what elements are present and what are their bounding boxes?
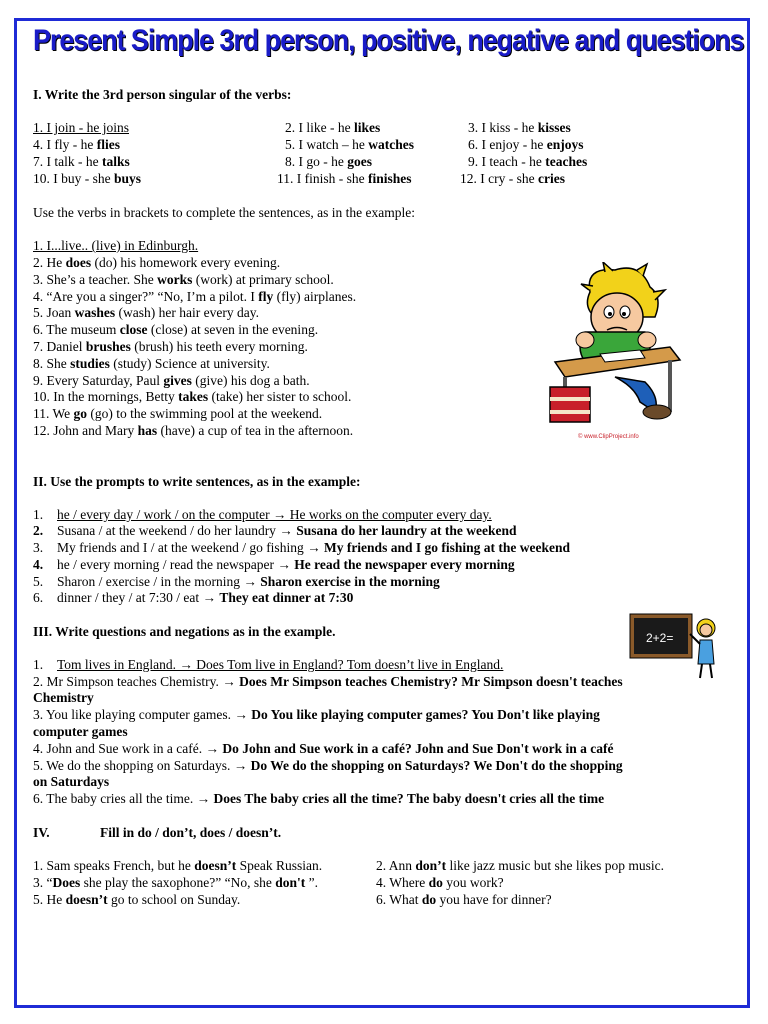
sentence-3: 3. She’s a teacher. She works (work) at primary school. — [33, 272, 334, 287]
section-2-heading: II. Use the prompts to write sentences, as in the example: — [33, 474, 361, 489]
question-5-cont: on Saturdays — [33, 774, 110, 789]
prompt-3: 3. My friends and I / at the weekend / go fishing → My friends and I go fishing at the weekend — [33, 540, 570, 555]
sentence-4: 4. “Are you a singer?” “No, I’m a pilot. I fly (fly) airplanes. — [33, 289, 357, 304]
student-at-desk-illustration — [545, 262, 690, 442]
question-6: 6. The baby cries all the time. → Does The baby cries all the time? The baby doesn't cries all the time — [33, 791, 605, 806]
fill-4: 4. Where do you work? — [376, 875, 504, 890]
question-2-cont: Chemistry — [33, 690, 94, 705]
fill-1: 1. Sam speaks French, but he doesn’t Speak Russian. — [33, 858, 323, 873]
prompt-4: 4. he / every morning / read the newspaper → He read the newspaper every morning — [33, 557, 515, 572]
sentence-11: 11. We go (go) to the swimming pool at the weekend. — [33, 406, 323, 421]
fill-3: 3. “Does she play the saxophone?” “No, she don't ”. — [33, 875, 318, 890]
question-1: 1. Tom lives in England. → Does Tom live in England? Tom doesn’t live in England. — [33, 657, 504, 672]
section-4-heading: Fill in do / don’t, does / doesn’t. — [100, 825, 282, 840]
question-4: 4. John and Sue work in a café. → Do John and Sue work in a café? John and Sue Don't work in a café — [33, 741, 614, 756]
prompt-6: 6. dinner / they / at 7:30 / eat → They eat dinner at 7:30 — [33, 590, 354, 605]
section-1-example: 1. I...live.. (live) in Edinburgh. — [33, 238, 199, 253]
fill-2: 2. Ann don’t like jazz music but she likes pop music. — [376, 858, 664, 873]
chalkboard-text: 2+2= — [646, 631, 674, 645]
question-3: 3. You like playing computer games. → Do You like playing computer games? You Don't like playing — [33, 707, 600, 722]
verb-7: 7. I talk - he talks — [33, 154, 130, 169]
sentence-10: 10. In the mornings, Betty takes (take) her sister to school. — [33, 389, 352, 404]
fill-5: 5. He doesn’t go to school on Sunday. — [33, 892, 241, 907]
question-2: 2. Mr Simpson teaches Chemistry. → Does Mr Simpson teaches Chemistry? Mr Simpson doesn't teaches — [33, 674, 623, 689]
verb-1: 1. I join - he joins — [33, 120, 129, 135]
verb-2: 2. I like - he likes — [285, 120, 381, 135]
sentence-12: 12. John and Mary has (have) a cup of tea in the afternoon. — [33, 423, 354, 438]
sentence-2: 2. He does (do) his homework every evening. — [33, 255, 281, 270]
section-1-instruction: Use the verbs in brackets to complete the sentences, as in the example: — [33, 205, 415, 220]
question-5: 5. We do the shopping on Saturdays. → Do We do the shopping on Saturdays? We Don't do the shopping — [33, 758, 623, 773]
prompt-5: 5. Sharon / exercise / in the morning → Sharon exercise in the morning — [33, 574, 440, 589]
verb-11: 11. I finish - she finishes — [277, 171, 412, 186]
verb-8: 8. I go - he goes — [285, 154, 372, 169]
section-4-number: IV. — [33, 825, 50, 840]
section-1-heading: I. Write the 3rd person singular of the verbs: — [33, 87, 292, 102]
prompt-1: 1. he / every day / work / on the computer → He works on the computer every day. — [33, 507, 492, 522]
verb-12: 12. I cry - she cries — [460, 171, 565, 186]
sentence-9: 9. Every Saturday, Paul gives (give) his dog a bath. — [33, 373, 310, 388]
sentence-7: 7. Daniel brushes (brush) his teeth every morning. — [33, 339, 308, 354]
verb-4: 4. I fly - he flies — [33, 137, 120, 152]
sentence-8: 8. She studies (study) Science at university. — [33, 356, 270, 371]
page-title: Present Simple 3rd person, positive, negative and questions — [33, 24, 744, 57]
fill-6: 6. What do you have for dinner? — [376, 892, 552, 907]
verb-9: 9. I teach - he teaches — [468, 154, 588, 169]
verb-5: 5. I watch – he watches — [285, 137, 414, 152]
image-credit: © www.ClipProject.info — [578, 434, 639, 440]
verb-3: 3. I kiss - he kisses — [468, 120, 571, 135]
question-3-cont: computer games — [33, 724, 128, 739]
sentence-5: 5. Joan washes (wash) her hair every day. — [33, 305, 259, 320]
teacher-chalkboard-illustration — [628, 612, 723, 682]
verb-6: 6. I enjoy - he enjoys — [468, 137, 584, 152]
prompt-2: 2. Susana / at the weekend / do her laundry → Susana do her laundry at the weekend — [33, 523, 517, 538]
section-3-heading: III. Write questions and negations as in the example. — [33, 624, 336, 639]
verb-10: 10. I buy - she buys — [33, 171, 142, 186]
sentence-6: 6. The museum close (close) at seven in the evening. — [33, 322, 319, 337]
